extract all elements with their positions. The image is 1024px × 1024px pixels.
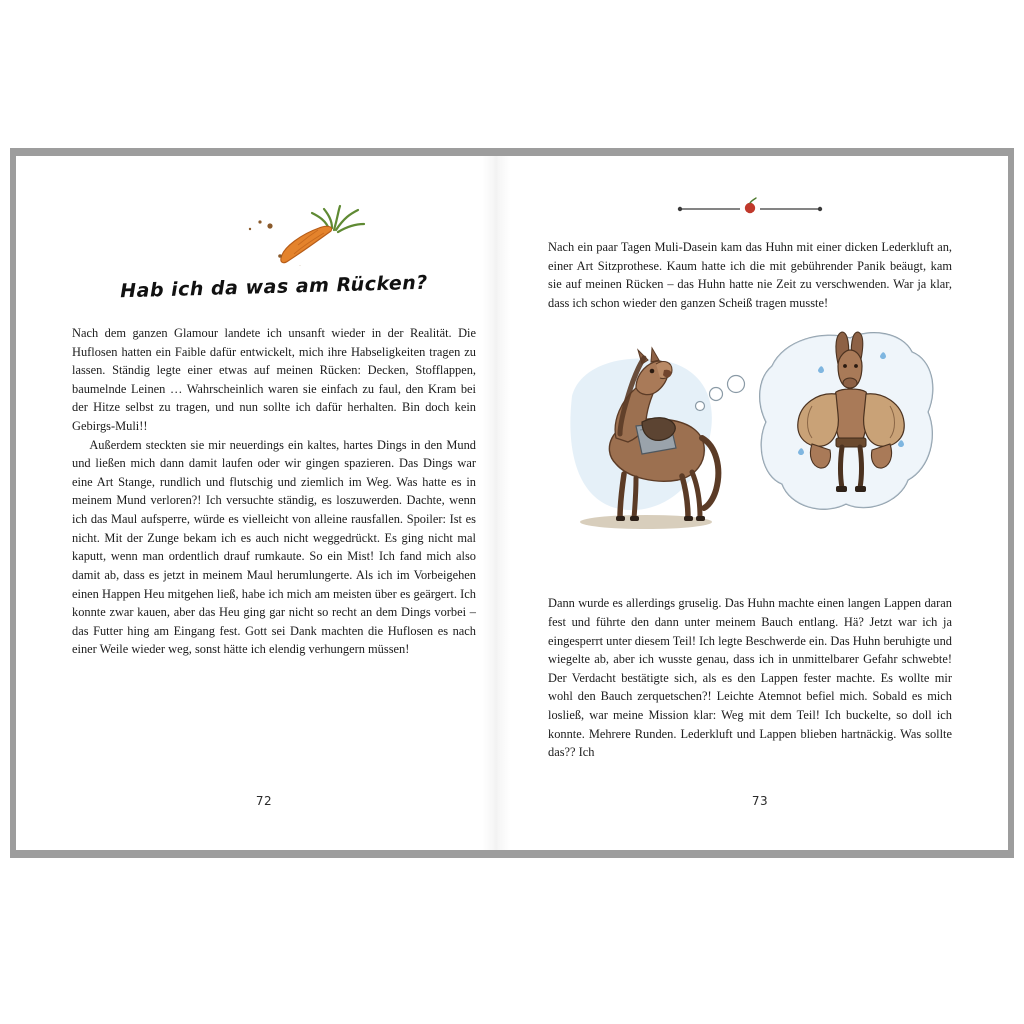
page-number-left: 72: [255, 794, 273, 808]
paragraph: Dann wurde es allerdings gruselig. Das Huhn machte einen langen Lappen daran fest und führte den dann unter meinem Bauch entlang. Hä? Jetzt war ich ja eingesperrt unter diesem Teil! Ich legte Beschwerde ein. Das Huhn beruhigte und wiegelte ab, aber ich wusste genau, dass ich in unmittelbarer Gefahr schwebte! Der Verdacht bestätigte sich, als es den Lappen fester machte. Es wollte mir wohl den Bauch zerquetschen?! Leichte Atemnot befiel mich. Sobald es mich losließ, war meine Mission klar: Weg mit dem Teil! Ich buckelte, so doll ich konnte. Mehrere Runden. Lederkluft und Lappen blieben hartnäckig. Was sollte das?? Ich: [548, 596, 952, 760]
page-number-right: 73: [751, 794, 769, 808]
left-page: [16, 156, 512, 850]
carrot-ornament: [72, 196, 476, 266]
dash-berry-ornament: [548, 196, 952, 222]
paragraph: Nach ein paar Tagen Muli-Dasein kam das Huhn mit einer dicken Lederkluft an, einer Art Sitzprothese. Kaum hatte ich die mit gebührender Panik beäugt, kam sie auf meinen Rücken – das Huhn hatte nie Zeit zu verschwenden. War ja klar, dass ich schon wieder den ganzen Scheiß tragen musste!: [548, 240, 952, 310]
book-pages: [16, 156, 1008, 850]
chapter-title: Hab ich da was am Rücken?: [119, 271, 429, 303]
paragraph: Nach dem ganzen Glamour landete ich unsanft wieder in der Realität. Die Huflosen hatten ein Faible dafür entwickelt, mich ihre Habseligkeiten tragen zu lassen. Ständig legte einer etwas auf meinen Rücken: Decken, Stofflappen, baumelnde Leinen … Wahrscheinlich waren sie einfach zu faul, den Kram bei der Hitze selbst zu tragen, und nun sollte ich dafür herhalten. Bin doch kein Gebirgs-Muli!!: [72, 326, 476, 434]
illustration-horse-thought-bubble: [548, 326, 952, 578]
right-page: [512, 156, 1008, 850]
paragraph: Außerdem steckten sie mir neuerdings ein kaltes, hartes Dings in den Mund und ließen mich dann damit laufen oder wir gingen spazieren. Das Dings war eine Art Stange, rundlich und flutschig und ziemlich im Weg. Was hatte es in meinem Mund verloren?! Ich versuchte ständig, es loszuwerden. Dachte, wenn ich das Maul aufsperre, würde es vielleicht von alleine rausfallen. Spoiler: Ist es nicht. Mit der Zunge bekam ich es auch nicht weggedrückt. Es ging nicht mal kaputt, wenn man ordentlich drauf rumkaute. So ein Mist! Ich fand mich also damit ab, dass es jetzt in meinem Maul herumlungerte. Als ich im Vorbeigehen einen Happen Heu mitgehen ließ, habe ich mich am meisten über es geärgert. Ich konnte zwar kauen, aber das Heu ging gar nicht so recht an dem Dings vorbei – das Futter hing am Eingang fest. Gott sei Dank machten die Huflosen es nach einer Weile wieder weg, sonst hätte ich elendig verhungern müssen!: [72, 437, 476, 657]
